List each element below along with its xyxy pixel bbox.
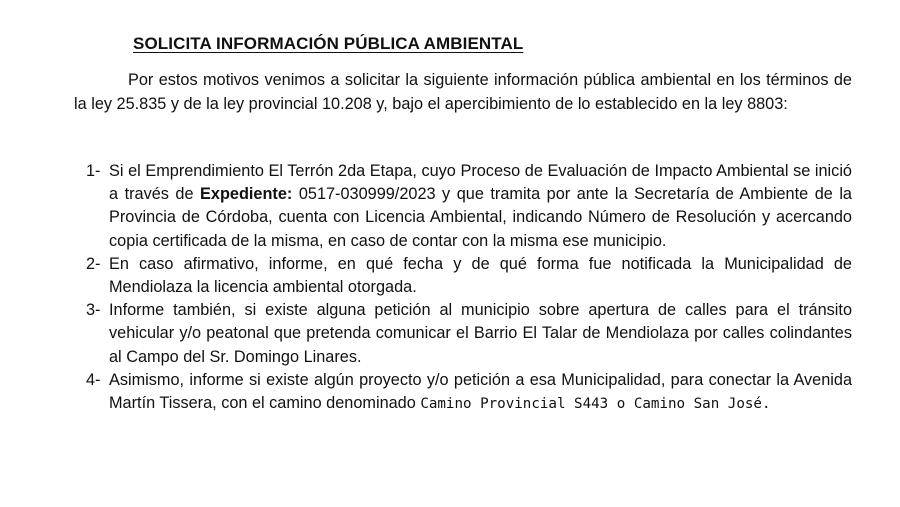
item-text [109, 160, 852, 253]
item-text-part: Si el Emprendimiento El Terrón 2da Etapa, cuyo Proceso de Evaluación de Impacto Ambiental se inició a través de [109, 162, 852, 204]
item-text [109, 369, 852, 416]
item-text: Informe también, si existe alguna petición al municipio sobre apertura de calles para el tránsito vehicular y/o peatonal que pretenda comunicar el Barrio El Talar de Mendiolaza por calles colindantes al Campo del Sr. Domingo Linares. [109, 301, 852, 366]
item-number: 4- [86, 370, 101, 389]
list-item [86, 299, 852, 369]
list-item [86, 253, 852, 299]
intro-paragraph: Por estos motivos venimos a solicitar la siguiente información pública ambiental en los términos de la ley 25.835 y de la ley provincial 10.208 y, bajo el apercibimiento de lo establecido en la ley 8803: [74, 71, 852, 113]
list-item [86, 369, 852, 416]
expediente-label: Expediente: [200, 185, 293, 204]
request-list [86, 160, 852, 416]
item-text-part: Asimismo, informe si existe algún proyecto y/o petición a esa Municipalidad, para conectar la Avenida Martín Tissera, con el camino denominado [109, 370, 852, 413]
section-heading: SOLICITA INFORMACIÓN PÚBLICA AMBIENTAL [133, 34, 524, 53]
list-item [86, 160, 852, 253]
road-name: Camino Provincial S443 o Camino San José. [420, 396, 771, 413]
item-number: 1- [86, 162, 101, 180]
item-text-part: 0517-030999/2023 y que tramita por ante la Secretaría de Ambiente de la Provincia de Córdoba, cuenta con Licencia Ambiental, indicando Número de Resolución y acercando copia certificada de la misma, en caso de contar con la misma ese municipio. [109, 185, 852, 250]
item-text: En caso afirmativo, informe, en qué fecha y de qué forma fue notificada la Municipalidad de Mendiolaza la licencia ambiental otorgada. [109, 254, 852, 297]
item-number: 3- [86, 301, 101, 320]
item-number: 2- [86, 254, 101, 273]
